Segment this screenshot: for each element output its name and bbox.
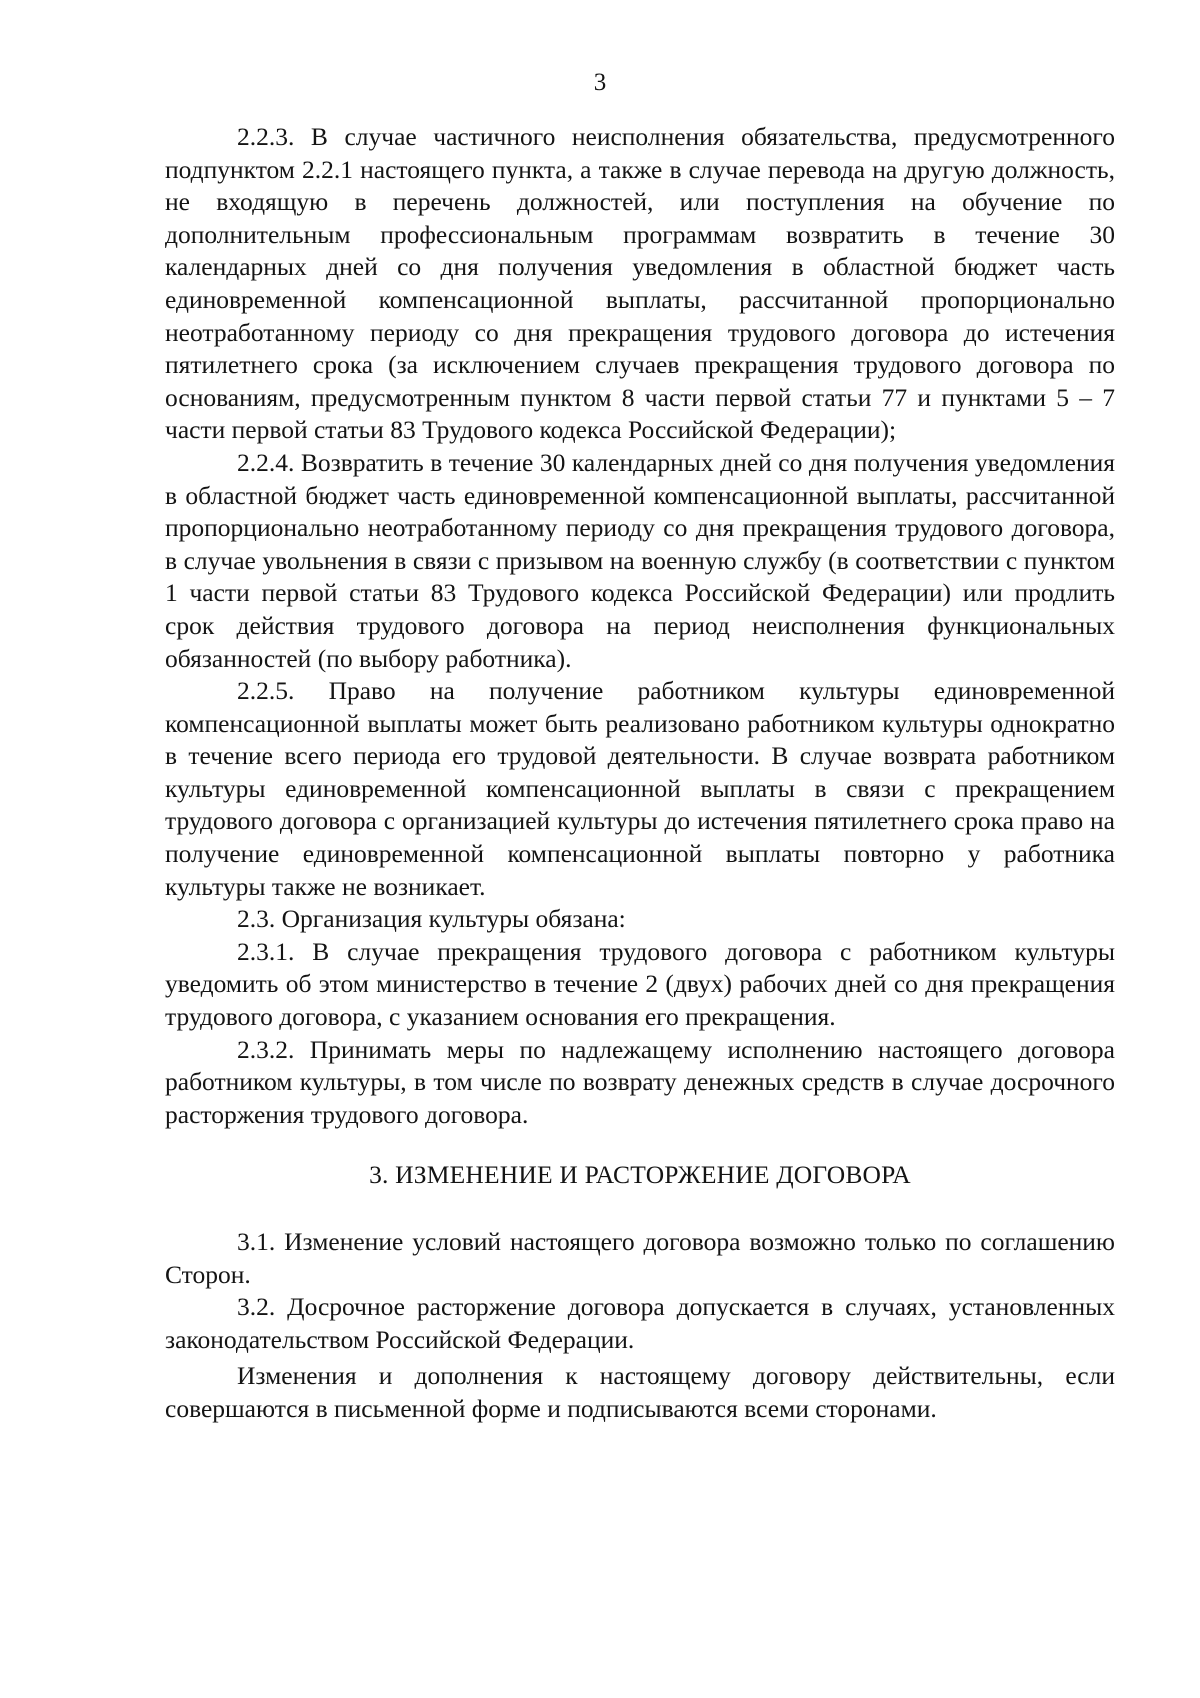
paragraph-3-1: 3.1. Изменение условий настоящего договора возможно только по соглашению Сторон. <box>165 1227 1115 1289</box>
paragraph-2-3: 2.3. Организация культуры обязана: <box>237 904 626 934</box>
paragraph-2-3-2: 2.3.2. Принимать меры по надлежащему исполнению настоящего договора работником культуры, в том числе по возврату денежных средств в случае досрочного расторжения трудового договора. <box>165 1034 1115 1129</box>
paragraph-2-2-3: 2.2.3. В случае частичного неисполнения обязательства, предусмотренного подпунктом 2.2.1 настоящего пункта, а также в случае перевода на другую должность, не входящую в перечень должностей, или поступления на обучение по дополнительным профессиональным программам возвратить в течение 30 календарных дней со дня получения уведомления в областной бюджет часть единовременной компенсационной выплаты, рассчитанной пропорционально неотработанному периоду со дня прекращения трудового договора до истечения пятилетнего срока (за исключением случаев прекращения трудового договора по основаниям, предусмотренным пунктом 8 части первой статьи 77 и пунктами 5 – 7 части первой статьи 83 Трудового кодекса Российской Федерации); <box>165 122 1115 445</box>
paragraph-amendments: Изменения и дополнения к настоящему договору действительны, если совершаются в письменной форме и подписываются всеми сторонами. <box>165 1361 1115 1423</box>
paragraph-2-2-5: 2.2.5. Право на получение работником культуры единовременной компенсационной выплаты может быть реализовано работником культуры однократно в течение всего периода его трудовой деятельности. В случае возврата работником культуры единовременной компенсационной выплаты в связи с прекращением трудового договора с организацией культуры до истечения пятилетнего срока право на получение единовременной компенсационной выплаты повторно у работника культуры также не возникает. <box>165 676 1115 901</box>
page-number: 3 <box>593 69 607 96</box>
paragraph-3-2: 3.2. Досрочное расторжение договора допускается в случаях, установленных законодательством Российской Федерации. <box>165 1292 1115 1354</box>
paragraph-2-2-4: 2.2.4. Возвратить в течение 30 календарных дней со дня получения уведомления в областной бюджет часть единовременной компенсационной выплаты, рассчитанной пропорционально неотработанному периоду со дня прекращения трудового договора, в случае увольнения в связи с призывом на военную службу (в соответствии с пунктом 1 части первой статьи 83 Трудового кодекса Российской Федерации) или продлить срок действия трудового договора на период неисполнения функциональных обязанностей (по выбору работника). <box>165 447 1115 673</box>
document-body <box>165 121 1115 1426</box>
paragraph-2-3-1: 2.3.1. В случае прекращения трудового договора с работником культуры уведомить об этом министерство в течение 2 (двух) рабочих дней со дня прекращения трудового договора, с указанием основания его прекращения. <box>165 936 1115 1032</box>
section-heading: 3. ИЗМЕНЕНИЕ И РАСТОРЖЕНИЕ ДОГОВОРА <box>369 1160 911 1190</box>
